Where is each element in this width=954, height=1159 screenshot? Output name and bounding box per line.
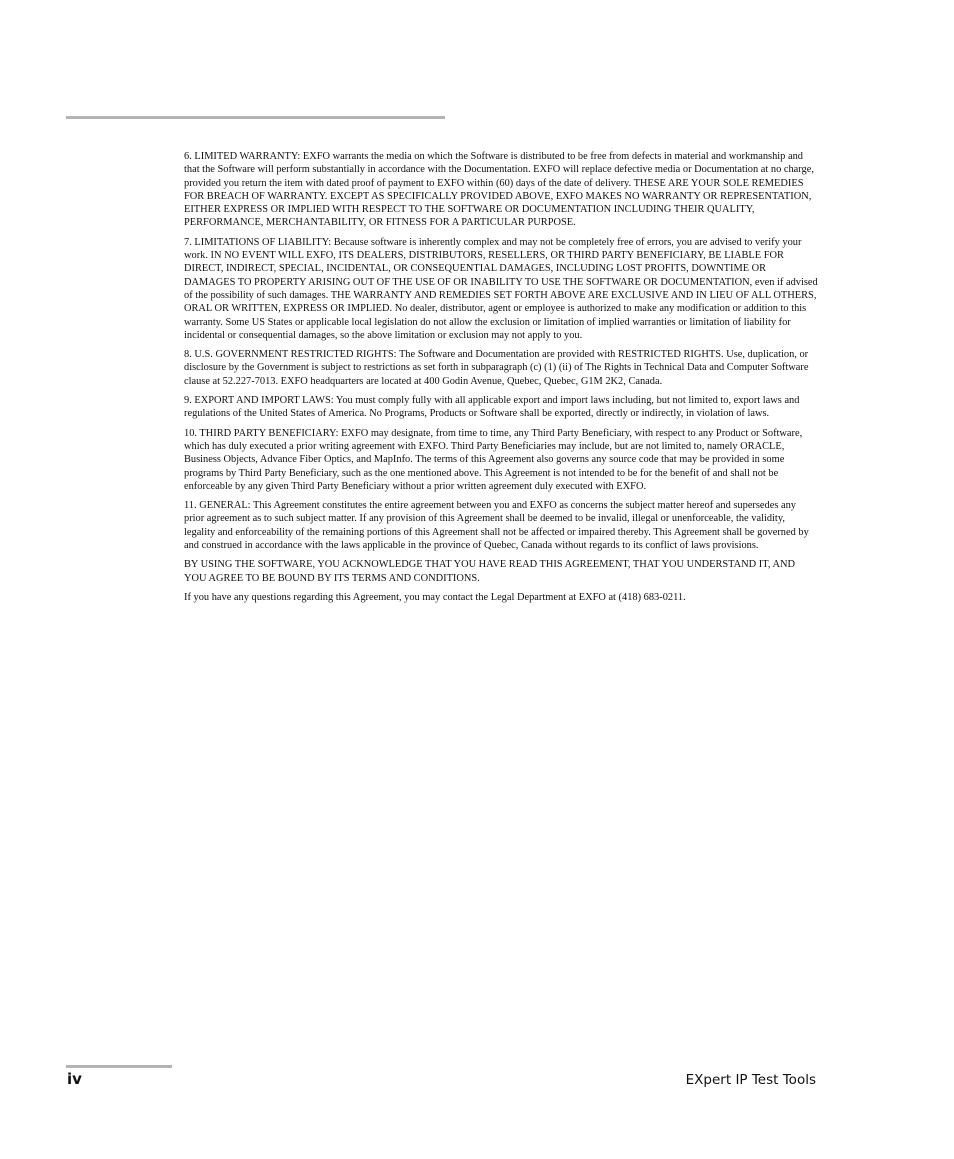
section-general: 11. GENERAL: This Agreement constitutes the entire agreement between you and EXFO as concerns the subject matter hereof and supersedes any prior agreement as to such subject matter. If any provision of this Agreement shall be deemed to be invalid, illegal or unenforceable, the validity, legality and enforceability of the remaining portions of this Agreement shall not be affected or impaired thereby. This Agreement shall be governed by and construed in accordance with the laws applicable in the province of Quebec, Canada without regards to its conflict of laws provisions. bbox=[184, 500, 809, 552]
contact-paragraph: If you have any questions regarding this Agreement, you may contact the Legal Department at EXFO at (418) 683-0211. bbox=[184, 591, 686, 603]
section-limited-warranty: 6. LIMITED WARRANTY: EXFO warrants the media on which the Software is distributed to be free from defects in material and workmanship and that the Software will perform substantially in accordance with the Documentation. EXFO will replace defective media or Documentation at no charge, provided you return the item with dated proof of payment to EXFO within (60) days of the date of delivery. THESE ARE YOUR SOLE REMEDIES FOR BREACH OF WARRANTY. EXCEPT AS SPECIFICALLY PROVIDED ABOVE, EXFO MAKES NO WARRANTY OR REPRESENTATION, EITHER EXPRESS OR IMPLIED WITH RESPECT TO THE SOFTWARE OR DOCUMENTATION INCLUDING THEIR QUALITY, PERFORMANCE, MERCHANTABILITY, OR FITNESS FOR A PARTICULAR PURPOSE. bbox=[184, 151, 814, 229]
section-government-restricted-rights: 8. U.S. GOVERNMENT RESTRICTED RIGHTS: The Software and Documentation are provided with RESTRICTED RIGHTS. Use, duplication, or disclosure by the Government is subject to restrictions as set forth in subparagraph (c) (1) (ii) of The Rights in Technical Data and Computer Software clause at 52.227-7013. EXFO headquarters are located at 400 Godin Avenue, Quebec, Quebec, G1M 2K2, Canada. bbox=[184, 349, 809, 387]
agreement-body bbox=[184, 150, 818, 610]
section-limitations-of-liability: 7. LIMITATIONS OF LIABILITY: Because software is inherently complex and may not be completely free of errors, you are advised to verify your work. IN NO EVENT WILL EXFO, ITS DEALERS, DISTRIBUTORS, RESELLERS, OR THIRD PARTY BENEFICIARY, BE LIABLE FOR DIRECT, INDIRECT, SPECIAL, INCIDENTAL, OR CONSEQUENTIAL DAMAGES, INCLUDING LOST PROFITS, DOWNTIME OR DAMAGES TO PROPERTY ARISING OUT OF THE USE OF OR INABILITY TO USE THE SOFTWARE OR DOCUMENTATION, even if advised of the possibility of such damages. THE WARRANTY AND REMEDIES SET FORTH ABOVE ARE EXCLUSIVE AND IN LIEU OF ALL OTHERS, ORAL OR WRITTEN, EXPRESS OR IMPLIED. No dealer, distributor, agent or employee is authorized to make any modification or addition to this warranty. Some US States or applicable local legislation do not allow the exclusion or limitation of implied warranties or limitation of liability for incidental or consequential damages, so the above limitation or exclusion may not apply to you. bbox=[184, 236, 818, 341]
acknowledgement-paragraph: BY USING THE SOFTWARE, YOU ACKNOWLEDGE THAT YOU HAVE READ THIS AGREEMENT, THAT YOU UNDERSTAND IT, AND YOU AGREE TO BE BOUND BY ITS TERMS AND CONDITIONS. bbox=[184, 559, 795, 584]
header-rule bbox=[66, 116, 445, 119]
section-third-party-beneficiary: 10. THIRD PARTY BENEFICIARY: EXFO may designate, from time to time, any Third Party Beneficiary, with respect to any Product or Software, which has duly executed a prior writing agreement with EXFO. Third Party Beneficiaries may include, but are not limited to, namely ORACLE, Business Objects, Advance Fiber Optics, and MapInfo. The terms of this Agreement also governs any source code that may be provided in some programs by Third Party Beneficiary, such as the one mentioned above. This Agreement is not intended to be for the benefit of and shall not be enforceable by any given Third Party Beneficiary without a prior written agreement duly executed with EXFO. bbox=[184, 427, 803, 492]
footer-rule bbox=[66, 1065, 172, 1068]
page-number: iv bbox=[67, 1070, 82, 1088]
section-export-import-laws: 9. EXPORT AND IMPORT LAWS: You must comply fully with all applicable export and import laws including, but not limited to, export laws and regulations of the United States of America. No Programs, Products or Software shall be exported, directly or indirectly, in violation of laws. bbox=[184, 395, 800, 420]
document-title: EXpert IP Test Tools bbox=[685, 1072, 816, 1088]
